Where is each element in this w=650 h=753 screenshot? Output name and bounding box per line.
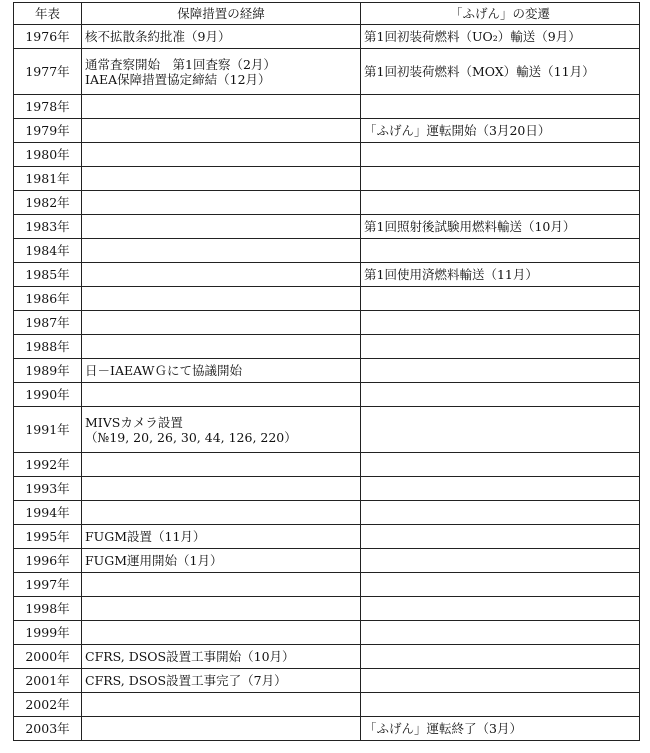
fugen-cell-line: 第1回使用済燃料輸送（11月）: [364, 267, 538, 282]
header-fugen: 「ふげん」の変遷: [361, 3, 640, 25]
safeguards-cell: [82, 239, 361, 263]
year-cell: 2003年: [14, 717, 82, 741]
year-cell: 1990年: [14, 383, 82, 407]
safeguards-cell: [82, 119, 361, 143]
table-row: [14, 167, 640, 191]
fugen-cell: [361, 597, 640, 621]
table-row: [14, 239, 640, 263]
fugen-cell-line: 「ふげん」運転終了（3月）: [364, 721, 522, 736]
year-cell: 1996年: [14, 549, 82, 573]
fugen-cell: [361, 287, 640, 311]
safeguards-cell: [82, 597, 361, 621]
safeguards-cell-line: 通常査察開始 第1回査察（2月）: [85, 56, 276, 72]
safeguards-cell: [82, 287, 361, 311]
safeguards-cell-line: CFRS, DSOS設置工事開始（10月）: [85, 649, 295, 664]
year-cell: 1987年: [14, 311, 82, 335]
safeguards-cell: [82, 215, 361, 239]
safeguards-cell-line: （№19, 20, 26, 30, 44, 126, 220）: [85, 429, 297, 445]
table-row: [14, 25, 640, 49]
safeguards-cell: [82, 263, 361, 287]
safeguards-cell-line: MIVSカメラ設置: [85, 414, 183, 430]
safeguards-cell: [82, 335, 361, 359]
year-cell: 1985年: [14, 263, 82, 287]
table-row: [14, 95, 640, 119]
fugen-cell: [361, 501, 640, 525]
fugen-cell: [361, 573, 640, 597]
fugen-cell: [361, 669, 640, 693]
fugen-cell: [361, 215, 640, 239]
safeguards-cell: [82, 191, 361, 215]
header-row: [14, 3, 640, 25]
year-cell: 2000年: [14, 645, 82, 669]
fugen-cell: [361, 717, 640, 741]
safeguards-cell: [82, 407, 361, 453]
year-cell: 1989年: [14, 359, 82, 383]
fugen-cell: [361, 239, 640, 263]
table-row: [14, 383, 640, 407]
fugen-cell: [361, 311, 640, 335]
safeguards-cell: [82, 49, 361, 95]
table-row: [14, 573, 640, 597]
table-row: [14, 501, 640, 525]
year-cell: 1993年: [14, 477, 82, 501]
fugen-cell-line: 第1回照射後試験用燃料輸送（10月）: [364, 219, 576, 234]
year-cell: 1981年: [14, 167, 82, 191]
year-cell: 1979年: [14, 119, 82, 143]
history-table-container: [13, 2, 639, 741]
year-cell: 1988年: [14, 335, 82, 359]
table-row: [14, 453, 640, 477]
safeguards-cell-line: FUGM運用開始（1月）: [85, 553, 223, 568]
safeguards-cell-line: CFRS, DSOS設置工事完了（7月）: [85, 673, 287, 688]
safeguards-cell: [82, 669, 361, 693]
fugen-cell: [361, 95, 640, 119]
safeguards-cell-line: IAEA保障措置協定締結（12月）: [85, 71, 271, 87]
table-row: [14, 717, 640, 741]
fugen-cell: [361, 335, 640, 359]
safeguards-cell: [82, 525, 361, 549]
fugen-cell: [361, 407, 640, 453]
safeguards-cell: [82, 501, 361, 525]
table-row: [14, 143, 640, 167]
table-row: [14, 645, 640, 669]
year-cell: 1986年: [14, 287, 82, 311]
fugen-cell: [361, 167, 640, 191]
safeguards-cell: [82, 549, 361, 573]
year-cell: 1999年: [14, 621, 82, 645]
table-row: [14, 549, 640, 573]
table-row: [14, 263, 640, 287]
table-row: [14, 287, 640, 311]
year-cell: 1995年: [14, 525, 82, 549]
header-safeguards: 保障措置の経緯: [82, 3, 361, 25]
fugen-cell: [361, 359, 640, 383]
safeguards-cell: [82, 453, 361, 477]
table-body: [14, 25, 640, 741]
safeguards-cell: [82, 477, 361, 501]
fugen-cell-line: 第1回初装荷燃料（MOX）輸送（11月）: [364, 64, 595, 79]
table-row: [14, 693, 640, 717]
year-cell: 1978年: [14, 95, 82, 119]
safeguards-cell: [82, 717, 361, 741]
table-row: [14, 49, 640, 95]
safeguards-cell: [82, 95, 361, 119]
fugen-cell: [361, 263, 640, 287]
fugen-cell-line: 第1回初装荷燃料（UO₂）輸送（9月）: [364, 29, 581, 44]
year-cell: 1976年: [14, 25, 82, 49]
year-cell: 2001年: [14, 669, 82, 693]
safeguards-cell-line: FUGM設置（11月）: [85, 529, 206, 544]
fugen-cell-line: 「ふげん」運転開始（3月20日）: [364, 123, 551, 138]
table-row: [14, 215, 640, 239]
table-row: [14, 597, 640, 621]
history-table: [13, 2, 640, 741]
table-row: [14, 669, 640, 693]
table-row: [14, 335, 640, 359]
year-cell: 1994年: [14, 501, 82, 525]
year-cell: 1997年: [14, 573, 82, 597]
safeguards-cell: [82, 167, 361, 191]
table-row: [14, 621, 640, 645]
table-row: [14, 477, 640, 501]
safeguards-cell-line: 核不拡散条約批准（9月）: [85, 29, 231, 44]
safeguards-cell: [82, 621, 361, 645]
header-year: 年表: [14, 3, 82, 25]
year-cell: 1992年: [14, 453, 82, 477]
safeguards-cell-line: 日－IAEAWＧにて協議開始: [85, 363, 242, 378]
safeguards-cell: [82, 693, 361, 717]
safeguards-cell: [82, 143, 361, 167]
year-cell: 1984年: [14, 239, 82, 263]
table-row: [14, 359, 640, 383]
table-row: [14, 525, 640, 549]
safeguards-cell: [82, 383, 361, 407]
fugen-cell: [361, 119, 640, 143]
safeguards-cell: [82, 645, 361, 669]
year-cell: 1980年: [14, 143, 82, 167]
fugen-cell: [361, 621, 640, 645]
safeguards-cell: [82, 359, 361, 383]
fugen-cell: [361, 49, 640, 95]
fugen-cell: [361, 477, 640, 501]
fugen-cell: [361, 525, 640, 549]
fugen-cell: [361, 693, 640, 717]
table-row: [14, 407, 640, 453]
safeguards-cell: [82, 311, 361, 335]
safeguards-cell: [82, 573, 361, 597]
table-row: [14, 311, 640, 335]
fugen-cell: [361, 453, 640, 477]
fugen-cell: [361, 645, 640, 669]
table-row: [14, 119, 640, 143]
year-cell: 1982年: [14, 191, 82, 215]
fugen-cell: [361, 25, 640, 49]
year-cell: 1991年: [14, 407, 82, 453]
year-cell: 1998年: [14, 597, 82, 621]
table-row: [14, 191, 640, 215]
year-cell: 1977年: [14, 49, 82, 95]
fugen-cell: [361, 383, 640, 407]
fugen-cell: [361, 143, 640, 167]
safeguards-cell: [82, 25, 361, 49]
year-cell: 2002年: [14, 693, 82, 717]
year-cell: 1983年: [14, 215, 82, 239]
fugen-cell: [361, 549, 640, 573]
fugen-cell: [361, 191, 640, 215]
